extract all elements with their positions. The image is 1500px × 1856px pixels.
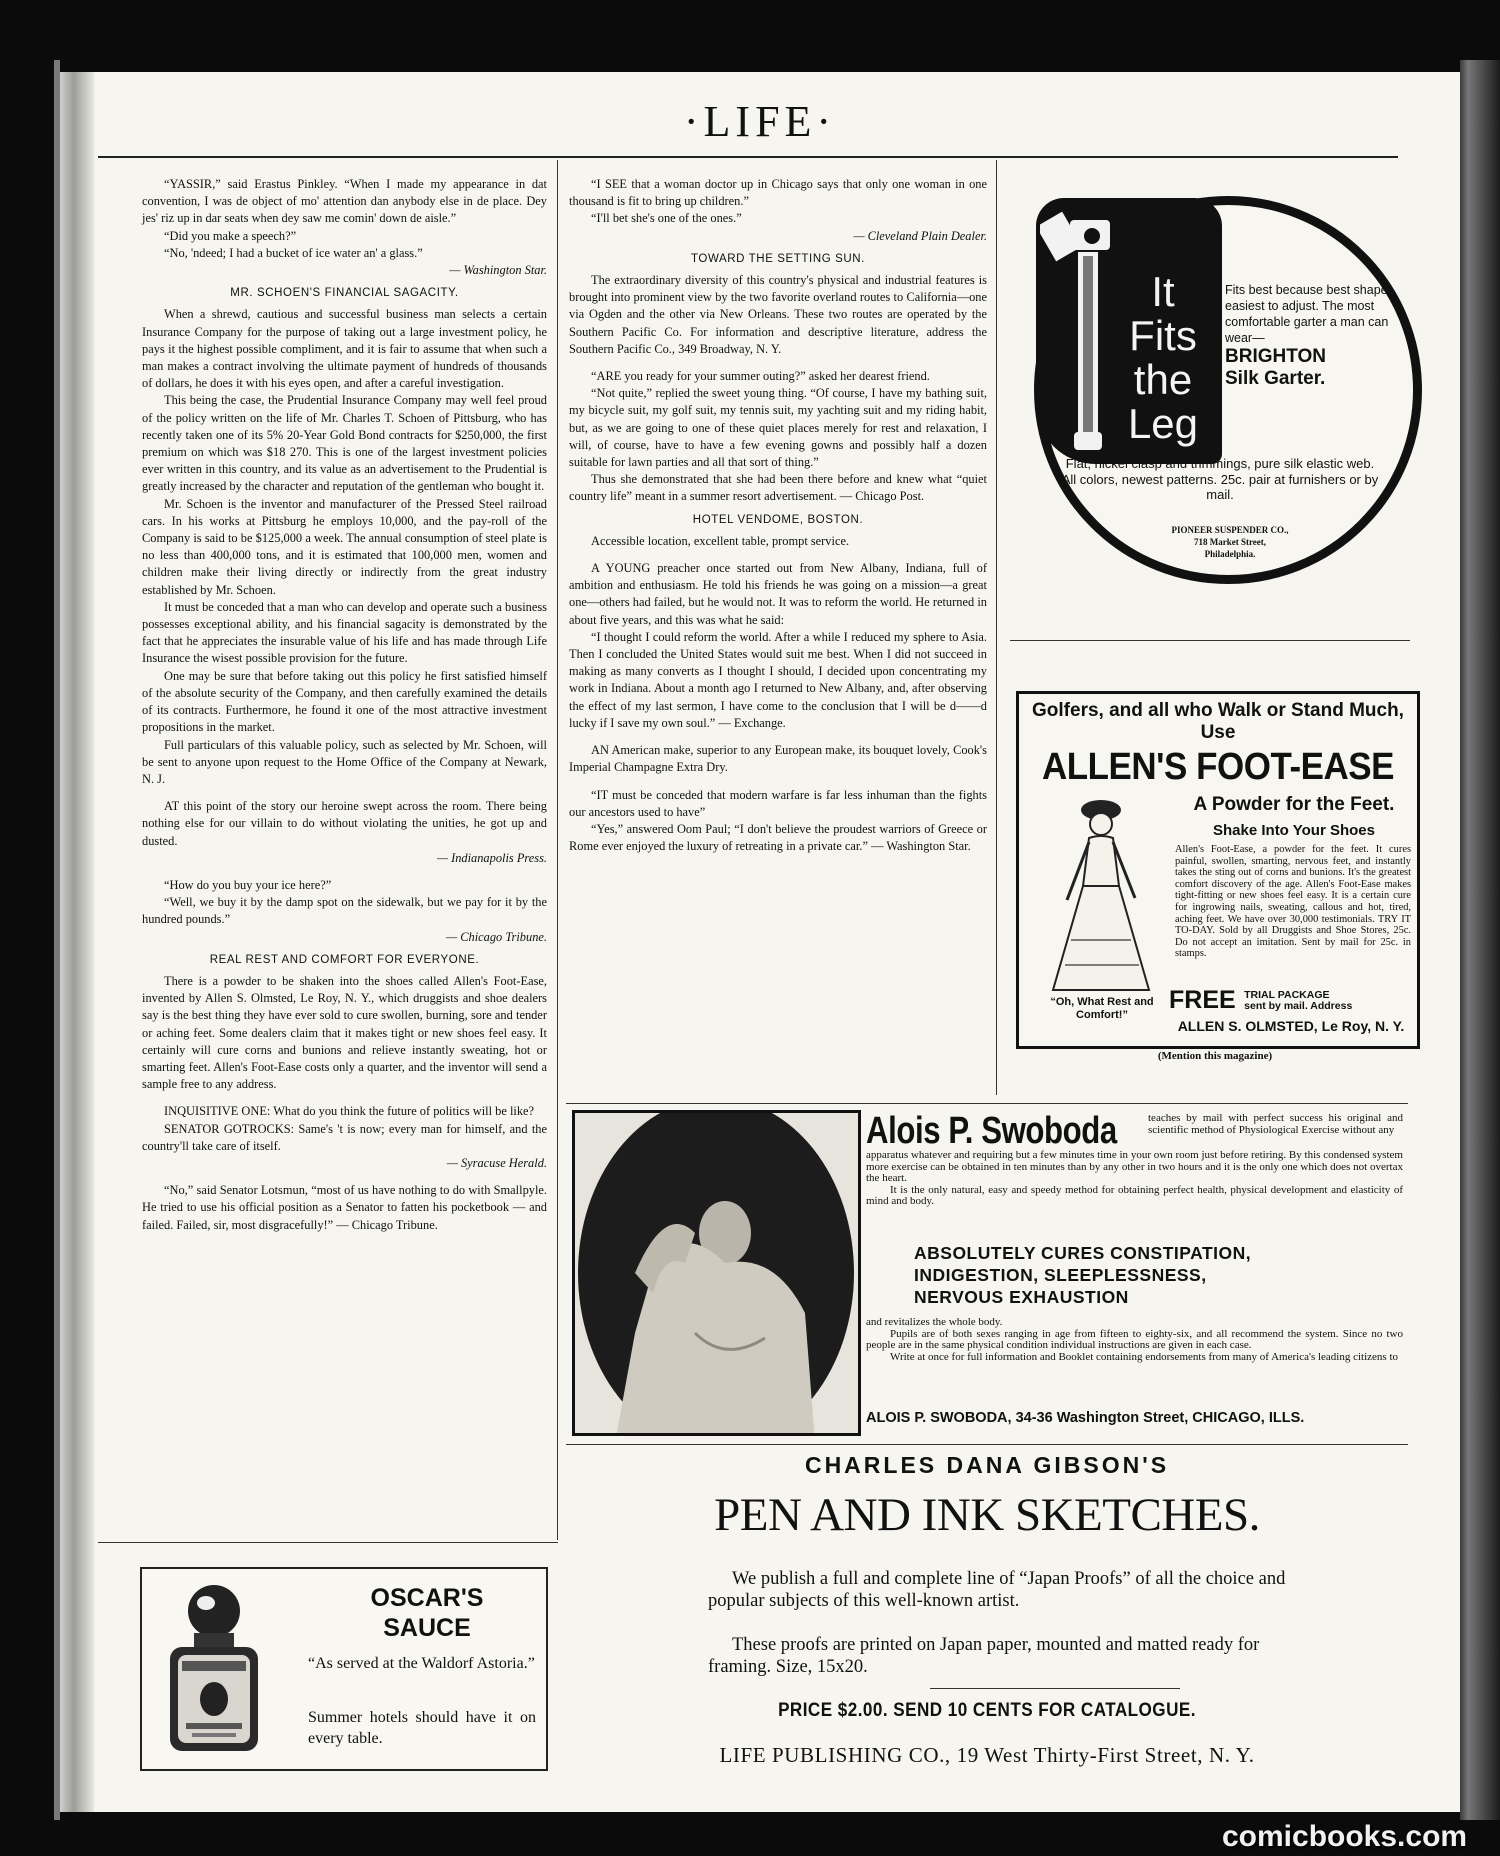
oscars-sauce-ad (140, 1567, 548, 1771)
paragraph: Thus she demonstrated that she had been there before and knew what “quiet country life” meant in a summer resort advertisement. — Chicago Post. (569, 472, 987, 504)
paragraph: “I SEE that a woman doctor up in Chicago says that only one woman in one thousand is fit to bring up children.” (569, 177, 987, 209)
paragraph: “No,” said Senator Lotsmun, “most of us have nothing to do with Smallpyle. He tried to use his official position as a Senator to fatten his pocketbook — and failed. Failed, sir, most disgracefully!” — Chicago Tribune. (142, 1183, 547, 1232)
garter-details: Flat, nickel clasp and trimmings, pure silk elastic web. All colors, newest patterns. 25c. pair at furnishers or by mail. (1061, 456, 1379, 502)
paragraph-gap (142, 788, 547, 798)
section-rule (98, 1542, 558, 1543)
left-column (142, 176, 547, 1234)
swoboda-address: ALOIS P. SWOBODA, 34-36 Washington Street, CHICAGO, ILLS. (866, 1410, 1305, 1426)
paragraph: INQUISITIVE ONE: What do you think the future of politics will be like? (164, 1104, 535, 1119)
paragraph: Mr. Schoen is the inventor and manufacturer of the Pressed Steel railroad cars. In his works at Pittsburg he employs 10,000, and the pay-roll of the Company is said to be $125,000 a week. The annual consumption of steel plate is no less than 400,000 tons, and it is estimated that 100,000 men, women and children make their living directly or indirectly from the great industry established by Mr. Schoen. (142, 496, 547, 597)
gibson-price: PRICE $2.00. SEND 10 CENTS FOR CATALOGUE. (778, 1700, 1196, 1721)
section-rule (566, 1103, 1408, 1104)
swoboda-portrait (572, 1110, 861, 1436)
swoboda-body: apparatus whatever and requiring but a few minutes time in your own room just before retiring. By this condensed system more exercise can be obtained in ten minutes than by any other in two hours and it is the only one which does not overtax the heart. It is the only natural, easy and speedy method for obtaining perfect health, physical development and elasticity of mind and body. (866, 1149, 1403, 1207)
mention-this-magazine: (Mention this magazine) (1157, 1050, 1273, 1062)
foot-ease-address: ALLEN S. OLMSTED, Le Roy, N. Y. (1177, 1018, 1405, 1034)
paragraph: One may be sure that before taking out this policy he first satisfied himself of the absolute security of the Company, and then carefully examined the details of its contracts. Furthermore, he found it one of the most attractive investment propositions in the market. (142, 668, 547, 735)
gibson-paragraph-1: We publish a full and complete line of “Japan Proofs” of all the choice and popular subjects of this well-known artist. (708, 1569, 1286, 1611)
paragraph: “Well, we buy it by the damp spot on the sidewalk, but we pay for it by the hundred pounds.” (142, 895, 547, 927)
foot-ease-tagline: Shake Into Your Shoes (1213, 822, 1375, 839)
paragraph-gap (569, 777, 987, 787)
section-heading: HOTEL VENDOME, BOSTON. (692, 513, 864, 526)
paragraph: It must be conceded that a man who can develop and operate such a business possesses exceptional ability, and his financial sagacity is demonstrated by the fact that he appreciates the insurable value of his life and has made through Life Insurance the wisest possible provision for the future. (142, 599, 547, 666)
garter-copy: Fits best because best shape; easiest to adjust. The most comfortable garter a man can wear— BRIGHTON Silk Garter. (1225, 283, 1392, 389)
paragraph-gap (569, 358, 987, 368)
garter-company: PIONEER SUSPENDER CO., 718 Market Street, Philadelphia. (1171, 525, 1289, 559)
foot-ease-brand: ALLEN'S FOOT-EASE (1041, 746, 1395, 788)
column-divider (996, 160, 997, 1095)
foot-ease-caption: “Oh, What Rest and Comfort!” (1050, 996, 1154, 1021)
paragraph: There is a powder to be shaken into the shoes called Allen's Foot-Ease, invented by Allen S. Olmsted, Le Roy, N. Y., which druggists and shoe dealers say is the best thing they have ever sold to cure swollen, burning, sore and tender or aching feet. Some dealers claim that it makes tight or new shoes feel easy. It certainly will cure corns and bunions and relieve instantly sweating, hot or smarting feet. Allen's Foot-Ease costs only a quarter, and the inventor will send a sample free to any address. (142, 973, 547, 1092)
paragraph: AT this point of the story our heroine swept across the room. There being nothing else for our villain to do without violating the unities, he got up and dusted. (142, 799, 547, 848)
swoboda-details: and revitalizes the whole body. Pupils are of both sexes ranging in age from fifteen to eighty-six, and all recommend the system. Since no two people are in the same physical condition individual instructions are given in each case. Write at once for full information and Booklet containing endorsements from many of America's leading citizens to (866, 1316, 1403, 1363)
section-heading: REAL REST AND COMFORT FOR EVERYONE. (209, 953, 480, 966)
next-page-edge (1460, 60, 1500, 1820)
watermark-logo: comicbooks.com (1222, 1820, 1468, 1853)
swoboda-claims: ABSOLUTELY CURES CONSTIPATION, INDIGESTION, SLEEPLESSNESS, NERVOUS EXHAUSTION (914, 1243, 1252, 1307)
column-divider (557, 160, 558, 1540)
paragraph: “No, 'ndeed; I had a bucket of ice water an' a glass.” (164, 245, 423, 260)
source-credit: — Chicago Tribune. (446, 929, 547, 944)
paragraph: “How do you buy your ice here?” (164, 877, 332, 892)
it-fits-the-leg-heading: It Fits the Leg (1127, 268, 1199, 447)
gibson-publisher: LIFE PUBLISHING CO., 19 West Thirty-First Street, N. Y. (719, 1743, 1255, 1767)
paragraph: “YASSIR,” said Erastus Pinkley. “When I made my appearance in dat convention, I was de object of mo' attention dan anybody else in de place. Dey jes' riz up in dar seats when dey saw me comin' down de aisle.” (142, 177, 547, 226)
paragraph-gap (142, 867, 547, 877)
source-credit: — Indianapolis Press. (436, 850, 547, 865)
paragraph-gap (142, 1172, 547, 1182)
foot-ease-free-offer: FREE TRIAL PACKAGE sent by mail. Address (1169, 986, 1353, 1014)
gibson-paragraph-2: These proofs are printed on Japan paper, mounted and matted ready for framing. Size, 15x20. (708, 1635, 1260, 1677)
paragraph: “Did you make a speech?” (164, 228, 297, 243)
section-heading: TOWARD THE SETTING SUN. (691, 252, 865, 265)
oscar-quote: “As served at the Waldorf Astoria.” (308, 1655, 535, 1672)
foot-ease-subtitle: A Powder for the Feet. (1193, 794, 1395, 815)
gibson-heading: CHARLES DANA GIBSON'S (804, 1452, 1170, 1478)
paragraph: This being the case, the Prudential Insurance Company may well feel proud of the policy written on the life of Mr. Charles T. Schoen of Pittsburg, who has recently taken one of its 5% 20-Year Gold Bond contracts for $250,000, the first premium on which was $18 270. This is one of the largest investment policies ever written in this country, and its value as an advertisement to the Prudential is greatly increased by the character and reputation of the gentleman who bought it. (142, 393, 547, 494)
section-heading: MR. SCHOEN'S FINANCIAL SAGACITY. (230, 287, 459, 300)
sauce-jar-illustration (156, 1581, 266, 1757)
paragraph-gap (569, 732, 987, 742)
paragraph-gap (142, 1093, 547, 1103)
paragraph: SENATOR GOTROCKS: Same's 't is now; every man for himself, and the country'll take care of itself. (142, 1121, 547, 1153)
swoboda-name: Alois P. Swoboda (866, 1110, 1117, 1152)
foot-ease-ad (1016, 691, 1420, 1049)
paragraph: “I'll bet she's one of the ones.” (591, 211, 742, 226)
paragraph: The extraordinary diversity of this country's physical and industrial features is brought into prominent view by the two favorite overland routes to California—one via Ogden and the other via New Orleans. These two routes are operated by the Southern Pacific Co. For information and descriptive literature, address the Southern Pacific Co., 349 Broadway, N. Y. (569, 273, 987, 356)
paragraph: “Not quite,” replied the sweet young thing. “Of course, I have my bathing suit, my bicycle suit, my golf suit, my tennis suit, my yachting suit and my riding habit, but, as we are going to one of these quiet places merely for rest and relaxation, I will, of course, have to have a few evening gowns and possibly half a dozen suitable for lawn parties and all that sort of thing.” (569, 386, 987, 470)
source-credit: — Syracuse Herald. (446, 1155, 547, 1170)
source-credit: — Cleveland Plain Dealer. (853, 228, 987, 243)
woman-illustration (1031, 790, 1167, 1000)
paragraph: Accessible location, excellent table, prompt service. (591, 533, 850, 548)
masthead-rule (98, 156, 1398, 158)
gibson-title: PEN AND INK SKETCHES. (714, 1489, 1260, 1541)
paragraph: A YOUNG preacher once started out from New Albany, Indiana, full of ambition and enthusiasm. He told his friends he was going on a mission—a great one—others had failed, but he would not. It was to reform the world. He returned in about five years, and this was what he said: (569, 561, 987, 627)
swoboda-intro: teaches by mail with perfect success his original and scientific method of Physiological Exercise without any (1148, 1112, 1403, 1136)
page-gutter (60, 72, 94, 1812)
oscar-summer: Summer hotels should have it on every table. (308, 1709, 536, 1747)
paragraph: “Yes,” answered Oom Paul; “I don't believe the proudest warriors of Greece or Rome ever enjoyed the luxury of retreating in a private car.” — Washington Star. (569, 821, 987, 854)
paragraph: “IT must be conceded that modern warfare is far less inhuman than the fights our ancestors used to have” (569, 787, 987, 819)
paragraph: Full particulars of this valuable policy, such as selected by Mr. Schoen, will be sent to anyone upon request to the Home Office of the Company at Newark, N. J. (142, 737, 547, 786)
paragraph: “ARE you ready for your summer outing?” asked her dearest friend. (591, 369, 930, 384)
middle-column (569, 176, 987, 855)
source-credit: — Washington Star. (449, 263, 547, 278)
section-rule (566, 1444, 1408, 1445)
oscar-title: OSCAR'S SAUCE (370, 1584, 484, 1642)
masthead: ·LIFE· (683, 97, 837, 146)
foot-ease-headline: Golfers, and all who Walk or Stand Much, Use (1032, 700, 1404, 743)
paragraph: AN American make, superior to any European make, its bouquet lovely, Cook's Imperial Champagne Extra Dry. (569, 743, 987, 775)
section-rule (1010, 640, 1410, 641)
paragraph-gap (569, 550, 987, 560)
section-rule (930, 1688, 1180, 1689)
paragraph: When a shrewd, cautious and successful business man selects a certain Insurance Company for the purpose of taking out a large investment policy, he pays it the highest possible compliment, and it is fair to assume that when such a man makes a contract involving the ultimate payment of hundreds of thousands of dollars, he does it with his eyes open, and after a careful investigation. (142, 307, 547, 391)
paragraph: “I thought I could reform the world. After a while I reduced my sphere to Asia. Then I concluded the United States would suit me best. When I did not succeed in making as many converts as I thought I should, I decided upon concentrating my work in Indiana. About a month ago I returned to New Albany, and, after observing the effect of my last sermon, I have come to the conclusion that I will be d——d lucky if I save my own soul.” — Exchange. (569, 629, 987, 730)
athlete-photo-illustration (575, 1113, 858, 1433)
foot-ease-body: Allen's Foot-Ease, a powder for the feet. It cures painful, swollen, smarting, nervous feet, and instantly takes the sting out of corns and bunions. It's the greatest comfort discovery of the age. Allen's Foot-Ease makes tight-fitting or new shoes feel easy. It is a certain cure for ingrowing nails, sweating, callous and hot, tired, aching feet. We have over 30,000 testimonials. TRY IT TO-DAY. Sold by all Druggists and Shoe Stores, 25c. Do not accept an imitation. Sent by mail for 25c. in stamps. (1175, 844, 1411, 960)
